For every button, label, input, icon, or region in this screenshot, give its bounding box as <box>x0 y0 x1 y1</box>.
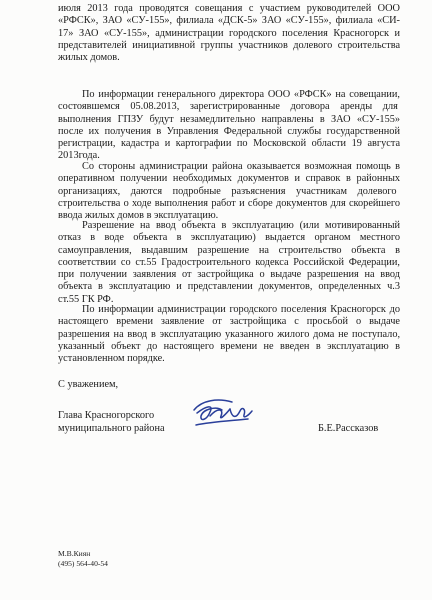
text-line: после их получения в Управления Федеральной службы государственной <box>58 125 400 137</box>
text-line: ввода жилых домов в эксплуатацию. <box>58 210 219 222</box>
text-line: «РФСК», ЗАО «СУ-155», филиала «ДСК-5» ЗАО «СУ-155», филиала «СИ- <box>58 15 400 27</box>
paragraph-administration-help <box>58 161 400 222</box>
text-line: соответствии со ст.55 Градостроительного кодекса Российской Федерации, <box>58 256 400 268</box>
text-line: По информации администрации городского поселения Красногорск до <box>82 304 400 315</box>
text-line: Со стороны администрации района оказывается возможная помощь в <box>82 161 401 172</box>
paragraph-current-status <box>58 304 400 365</box>
paragraph-permit <box>58 220 400 306</box>
executor-phone: (495) 564-40-54 <box>58 559 108 568</box>
text-line: указанный объект до настоящего времени не введен в эксплуатацию в <box>58 340 400 352</box>
text-line: ст.55 ГК РФ. <box>58 293 114 305</box>
text-line: самоуправления, выдавшим разрешение на строительство объекта в <box>58 244 400 256</box>
text-line: строительства о ходе выполнения работ и сборе документов для скорейшего <box>58 197 401 209</box>
signatory-position-line1: Глава Красногорского <box>58 410 155 421</box>
salutation: С уважением, <box>58 379 119 390</box>
text-line: представителей инициативной группы участников долевого строительства <box>58 39 401 51</box>
text-line: По информации генерального директора ООО «РФСК» на совещании, <box>82 89 400 100</box>
signatory-name: Б.Е.Рассказов <box>318 423 379 434</box>
paragraph-rfsk-info <box>58 89 400 163</box>
text-line: выполнения ГПЗУ будут незамедлительно направлены в ЗАО «СУ-155» <box>58 113 401 125</box>
text-line: жилых домов. <box>58 52 120 64</box>
handwritten-signature <box>188 392 260 434</box>
text-line: установленном порядке. <box>58 353 165 365</box>
text-line: регистрации, кадастра и картографии по Московской области 19 августа <box>58 138 401 150</box>
text-line: оперативном получении необходимых документов и справок в районных <box>58 173 401 185</box>
text-line: состоявшемся 05.08.2013, зарегистрированные договора аренды для <box>58 101 398 113</box>
text-line: организациях, даются подробные разъяснения участникам долевого <box>58 185 397 197</box>
paragraph-meetings <box>58 3 400 64</box>
text-line: июля 2013 года проводятся совещания с участием руководителей ООО <box>58 3 400 14</box>
text-line: 17» ЗАО «СУ-155», администрации городского поселения Красногорск и <box>58 27 400 39</box>
text-line: настоящего времени заявление от застройщика с просьбой о выдаче <box>58 316 401 328</box>
text-line: 2013года. <box>58 150 100 162</box>
executor-name: М.В.Киян <box>58 549 91 558</box>
signatory-position-line2: муниципального района <box>58 423 165 434</box>
text-line: при получении заявления от застройщика о выдаче разрешения на ввод <box>58 269 401 281</box>
text-line: Разрешение на ввод объекта в эксплуатацию (или мотивированный <box>82 220 401 231</box>
text-line: объекта в эксплуатацию и представлении документов, определенных ч.3 <box>58 281 401 293</box>
text-line: разрешения на ввод в эксплуатацию указанного жилого дома не поступало, <box>58 328 401 340</box>
text-line: отказ в воде объекта в эксплуатацию) выдается органом местного <box>58 232 401 244</box>
